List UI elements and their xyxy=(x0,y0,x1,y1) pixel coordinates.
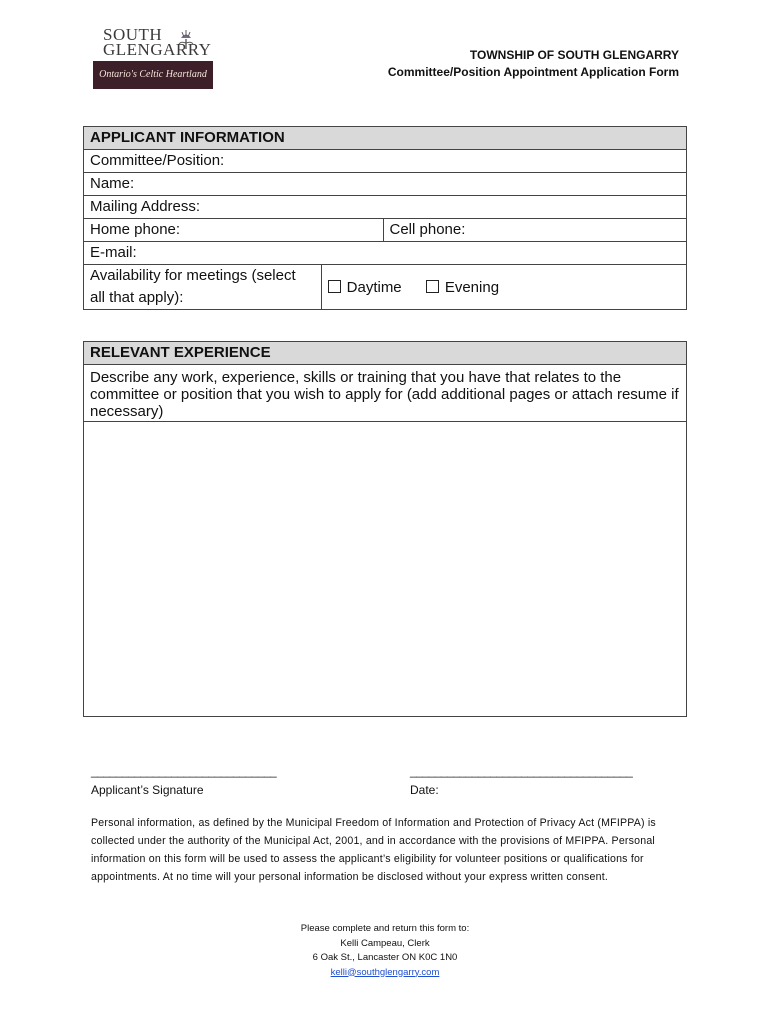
thistle-icon xyxy=(175,29,197,51)
clerk-address: 6 Oak St., Lancaster ON K0C 1N0 xyxy=(312,952,458,963)
experience-instructions: Describe any work, experience, skills or training that you have that relates to the committee or position that you wish to apply for (add additional pages or attach resume if necessary) xyxy=(84,365,687,422)
logo-line-1: SOUTH xyxy=(103,25,163,44)
availability-options xyxy=(321,265,686,310)
relevant-experience-heading: RELEVANT EXPERIENCE xyxy=(84,342,687,365)
mailing-address-field[interactable]: Mailing Address: xyxy=(84,196,687,219)
availability-label: Availability for meetings (select all that apply): xyxy=(84,265,322,310)
email-field[interactable]: E-mail: xyxy=(84,242,687,265)
logo-line-2: GLENGARRY xyxy=(103,40,212,59)
date-line[interactable]: ____________________________________ xyxy=(410,764,633,778)
signature-line[interactable]: ______________________________ xyxy=(91,764,277,778)
evening-checkbox[interactable] xyxy=(426,279,499,296)
relevant-experience-table xyxy=(83,341,687,717)
clerk-contact: Kelli Campeau, Clerk xyxy=(340,937,430,949)
date-label: Date: xyxy=(410,783,439,797)
daytime-checkbox[interactable] xyxy=(328,279,402,296)
organization-name: TOWNSHIP OF SOUTH GLENGARRY xyxy=(469,48,679,62)
committee-position-field[interactable]: Committee/Position: xyxy=(84,150,687,173)
checkbox-box-icon[interactable] xyxy=(426,280,439,293)
home-phone-field[interactable]: Home phone: xyxy=(84,219,384,242)
logo-tagline-banner: Ontario's Celtic Heartland xyxy=(93,61,213,89)
applicant-information-heading: APPLICANT INFORMATION xyxy=(84,127,687,150)
form-title: Committee/Position Appointment Application Form xyxy=(387,65,679,79)
daytime-label: Daytime xyxy=(346,278,402,296)
privacy-statement: Personal information, as defined by the Municipal Freedom of Information and Protection of Privacy Act (MFIPPA) is collected under the authority of the Municipal Act, 2001, and in accordance with the provisions of MFIPPA. Personal information on this form will be used to assess the applicant’s eligibility for volunteer positions or qualifications for appointments. At no time will your personal information be disclosed without your express written consent. xyxy=(91,817,656,883)
checkbox-box-icon[interactable] xyxy=(328,280,341,293)
township-logo xyxy=(93,27,213,89)
return-intro: Please complete and return this form to: xyxy=(300,923,470,934)
name-field[interactable]: Name: xyxy=(84,173,687,196)
applicant-information-table xyxy=(83,126,687,310)
cell-phone-field[interactable]: Cell phone: xyxy=(383,219,687,242)
experience-text-area[interactable] xyxy=(84,422,687,717)
document-header xyxy=(388,47,679,81)
signature-label: Applicant’s Signature xyxy=(91,783,204,797)
clerk-email-link[interactable]: kelli@southglengarry.com xyxy=(330,966,440,978)
evening-label: Evening xyxy=(444,278,500,296)
return-instructions xyxy=(0,922,770,980)
